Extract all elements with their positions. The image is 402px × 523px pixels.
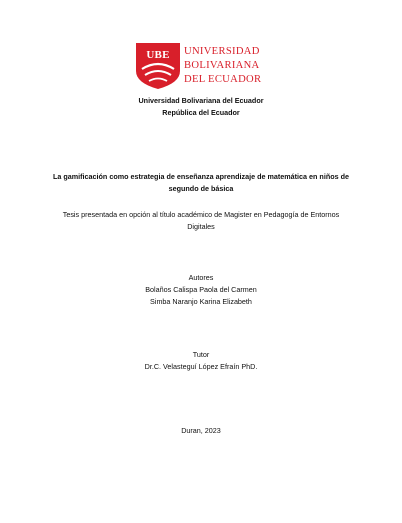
logo-name-line: UNIVERSIDAD xyxy=(184,46,260,57)
logo-abbreviation: UBE xyxy=(146,49,170,61)
institution-name: Universidad Bolivariana del Ecuador xyxy=(138,96,264,105)
thesis-title-line-1: La gamificación como estrategia de enseñanza aprendizaje de matemática en niños de xyxy=(53,172,349,181)
tutor-name: Dr.C. Velasteguí López Efraín PhD. xyxy=(144,362,258,371)
author-name-2: Simba Naranjo Karina Elizabeth xyxy=(150,297,252,306)
thesis-purpose-line-2: Digitales xyxy=(187,222,215,231)
place-date: Duran, 2023 xyxy=(181,426,221,435)
logo-university-name xyxy=(184,45,274,87)
country-name: República del Ecuador xyxy=(162,108,240,117)
university-logo xyxy=(136,43,270,89)
author-name-1: Bolaños Calispa Paola del Carmen xyxy=(145,285,257,294)
thesis-purpose-line-1: Tesis presentada en opción al título académico de Magister en Pedagogía de Entornos xyxy=(62,210,340,219)
logo-name-line: BOLIVARIANA xyxy=(184,60,260,71)
authors-label: Autores xyxy=(188,273,214,282)
tutor-label: Tutor xyxy=(192,350,210,359)
logo-name-line: DEL ECUADOR xyxy=(184,74,262,85)
thesis-title-line-2: segundo de básica xyxy=(168,184,234,193)
